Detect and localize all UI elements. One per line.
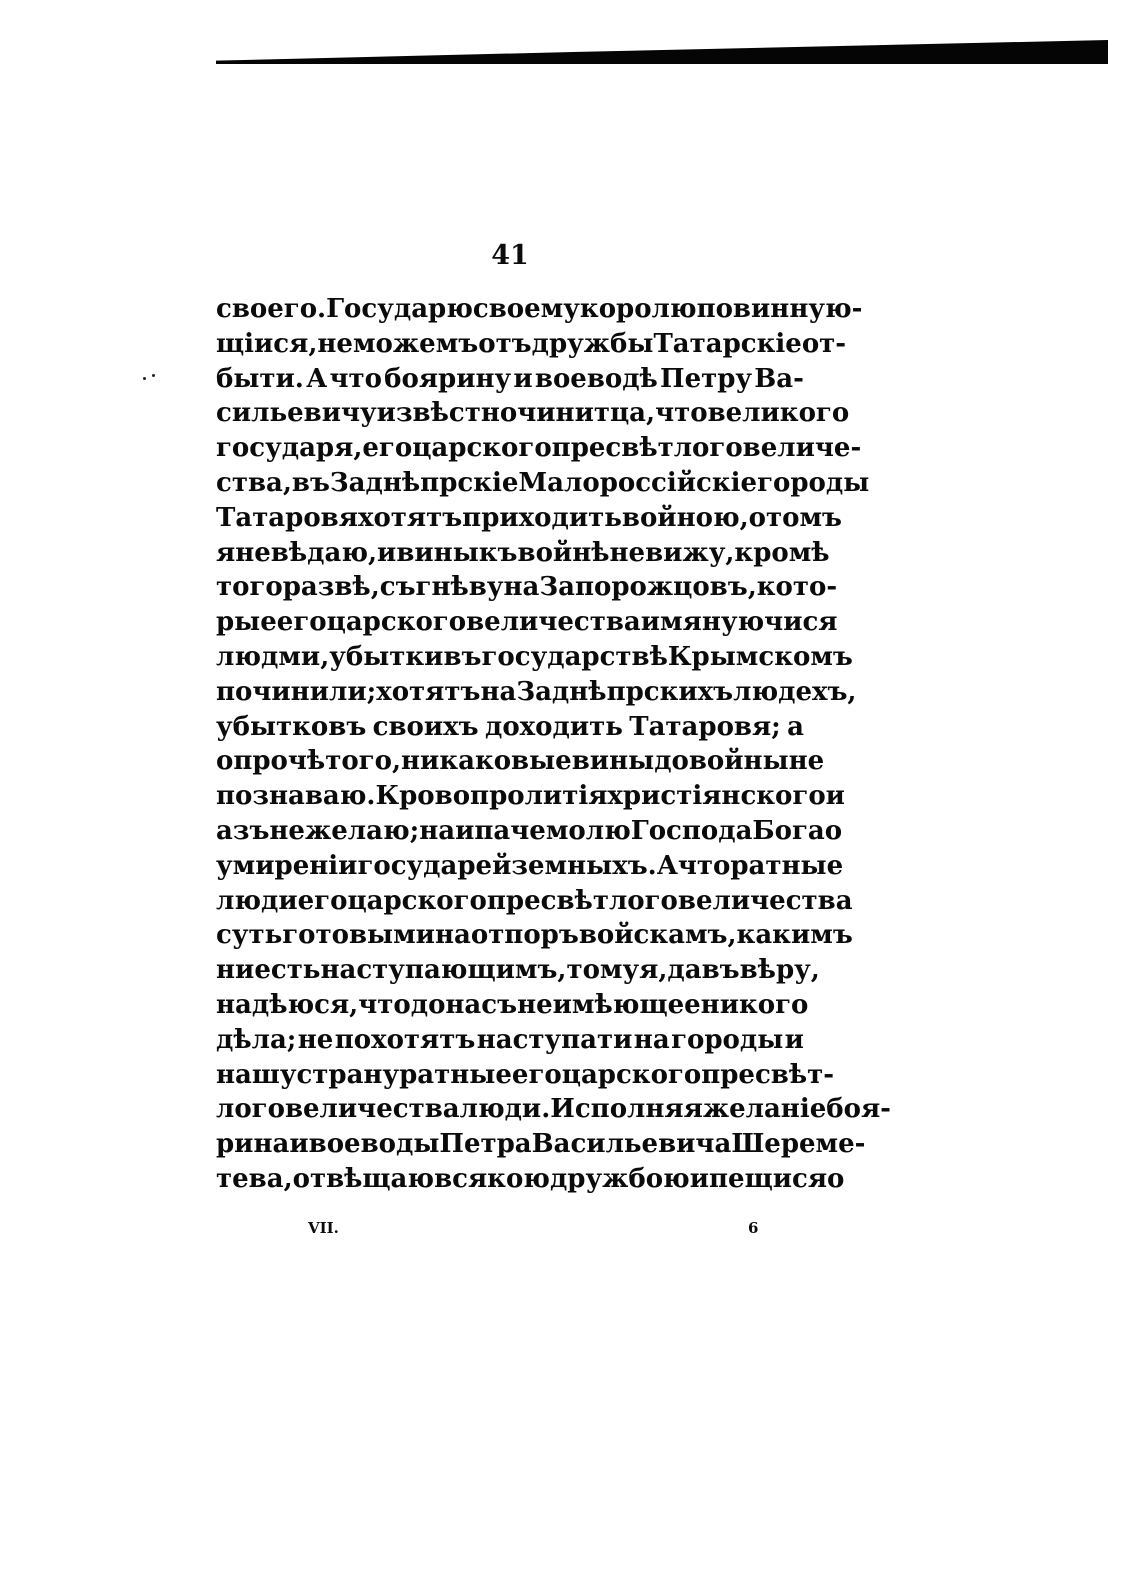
word: своего. <box>216 294 327 324</box>
word: и <box>377 537 397 568</box>
word: что <box>655 398 708 429</box>
text-line <box>216 1162 845 1197</box>
word: боярину <box>384 363 512 394</box>
word: величества <box>284 1094 460 1125</box>
word: въ <box>291 467 330 498</box>
word: войны <box>688 746 789 777</box>
word: и <box>513 363 533 394</box>
word: люди <box>216 885 298 916</box>
word: неимѣющее <box>517 989 701 1020</box>
word: до <box>654 746 689 777</box>
word: какимъ <box>736 920 853 951</box>
scan-speck <box>152 374 155 377</box>
signature-mark: VII. <box>308 1219 339 1237</box>
word: не <box>609 537 646 568</box>
word: молю <box>545 815 631 846</box>
word: не <box>269 815 305 846</box>
word: кромѣ <box>734 537 830 568</box>
word: Кровопролитія <box>375 781 608 812</box>
word: развѣ, <box>282 572 380 603</box>
word: я <box>216 537 236 568</box>
word: того, <box>325 746 401 777</box>
word: вины <box>571 746 655 777</box>
word: царского <box>347 885 487 916</box>
word: до <box>410 989 446 1020</box>
word: его <box>511 1059 562 1090</box>
word: Государю <box>326 294 473 324</box>
word: есть <box>254 955 321 986</box>
word: нашу <box>216 1059 297 1090</box>
word: государя, <box>216 433 363 464</box>
word: и <box>784 1024 804 1055</box>
word: земныхъ. <box>511 850 657 881</box>
word: войскамъ, <box>578 920 737 951</box>
word: никаковые <box>401 746 572 777</box>
word: ратные <box>730 850 844 881</box>
word: похотятъ <box>334 1024 476 1055</box>
word: дѣла; <box>216 1024 297 1055</box>
word: повинную- <box>696 294 863 324</box>
word: людехъ, <box>733 676 857 707</box>
word: и <box>825 781 845 812</box>
word: готовыми <box>282 920 435 951</box>
text-line <box>216 362 804 397</box>
text-line <box>216 431 862 466</box>
word: страну <box>296 1059 400 1090</box>
word: Васильевича <box>531 1129 732 1160</box>
text-line <box>216 536 830 571</box>
text-line <box>216 988 809 1023</box>
text-line <box>216 1058 835 1093</box>
word: его <box>362 433 413 464</box>
word: на <box>503 572 540 603</box>
word: пресвѣтлого <box>486 885 678 916</box>
word: Господа <box>630 815 753 846</box>
text-line <box>216 779 845 814</box>
word: умиреніи <box>216 850 358 881</box>
word: къ <box>478 537 518 568</box>
word: Заднѣпрскихъ <box>516 676 734 707</box>
word: вѣдаю, <box>270 537 378 568</box>
word: томъ <box>766 502 842 533</box>
word: его <box>276 607 327 638</box>
word: Татаровя <box>216 502 358 533</box>
word: от- <box>801 328 847 359</box>
word: на <box>434 920 471 951</box>
word: лого <box>216 1094 285 1125</box>
word: убытковъ <box>216 711 367 742</box>
word: государствѣ <box>481 641 668 672</box>
word: Крымскомъ <box>667 641 853 672</box>
word: о <box>748 502 767 533</box>
word: никого <box>700 989 809 1020</box>
word: наступающимъ, <box>320 955 567 986</box>
word: люди. <box>459 1094 551 1125</box>
word: не <box>235 537 271 568</box>
text-line <box>216 570 838 605</box>
word: величества <box>466 607 641 638</box>
word: хотятъ <box>376 676 481 707</box>
text-line <box>216 292 863 327</box>
text-line <box>216 501 842 536</box>
text-line <box>216 849 844 884</box>
word: Малороссійскіе <box>518 467 758 498</box>
word: что <box>677 850 731 881</box>
word: Петра <box>439 1129 532 1160</box>
text-line <box>216 327 847 362</box>
word: и <box>689 1163 710 1194</box>
word: о <box>827 1163 845 1194</box>
word: надѣюся, <box>216 989 359 1020</box>
text-line <box>216 710 804 745</box>
word: пресвѣтлого <box>551 433 743 464</box>
text-line <box>216 953 820 988</box>
word: не <box>788 746 825 777</box>
word: отпоръ <box>470 920 579 951</box>
text-line <box>216 675 857 710</box>
word: А <box>656 850 678 881</box>
word: починили; <box>216 676 377 707</box>
word: что <box>358 989 411 1020</box>
text-line <box>216 884 853 919</box>
word: азъ <box>216 815 270 846</box>
word: суть <box>216 920 283 951</box>
word: того <box>216 572 283 603</box>
word: воеводѣ <box>534 363 658 394</box>
word: Запорожцовъ, <box>539 572 757 603</box>
word: наступати <box>476 1024 633 1055</box>
word: и <box>289 1129 309 1160</box>
word: Петру <box>660 363 753 394</box>
word: городы <box>757 467 870 498</box>
word: своему <box>472 294 580 324</box>
text-line <box>216 918 853 953</box>
word: вины <box>396 537 479 568</box>
word: приходить <box>462 502 622 533</box>
word: имянуючися <box>640 607 838 638</box>
word: царского <box>412 433 552 464</box>
body-text <box>216 292 891 1197</box>
word: я, <box>639 955 668 986</box>
word: ни <box>216 955 255 986</box>
word: воеводы <box>308 1129 440 1160</box>
word: о <box>824 815 843 846</box>
word: Татарскіе <box>653 328 802 359</box>
text-line <box>216 640 853 675</box>
word: тому <box>566 955 640 986</box>
word: давъ <box>667 955 740 986</box>
word: тева, <box>216 1163 293 1194</box>
word: насъ <box>445 989 518 1020</box>
word: А <box>306 363 328 394</box>
word: что <box>329 363 382 394</box>
word: ратные <box>399 1059 512 1090</box>
scan-speck <box>143 377 146 380</box>
text-line <box>216 1127 866 1162</box>
scan-edge-shadow <box>216 40 1108 64</box>
word: познаваю. <box>216 781 376 812</box>
word: дружбою <box>549 1163 690 1194</box>
text-line <box>216 605 838 640</box>
word: желаю; <box>304 815 420 846</box>
word: великого <box>707 398 850 429</box>
word: величе- <box>742 433 862 464</box>
word: гнѣву <box>415 572 504 603</box>
word: своихъ <box>372 711 479 742</box>
text-line <box>216 744 825 779</box>
word: можемъ <box>352 328 479 359</box>
word: отъ <box>478 328 532 359</box>
word: величества <box>677 885 853 916</box>
text-line <box>216 466 870 501</box>
word: царского <box>561 1059 702 1090</box>
word: пещися <box>709 1163 828 1194</box>
word: его <box>297 885 348 916</box>
word: въ <box>443 641 482 672</box>
word: рина <box>216 1129 290 1160</box>
word: государей <box>357 850 512 881</box>
word: Заднѣпрскіе <box>329 467 519 498</box>
word: царского <box>326 607 467 638</box>
text-line <box>216 1092 891 1127</box>
text-line <box>216 396 850 431</box>
word: убытки <box>329 641 444 672</box>
word: сильевичу <box>216 398 377 429</box>
word: на <box>480 676 517 707</box>
word: доходить <box>484 711 623 742</box>
page-number: 41 <box>491 240 529 271</box>
word: не <box>317 328 353 359</box>
word: желаніе <box>702 1094 827 1125</box>
sheet-number: 6 <box>748 1219 759 1237</box>
word: отвѣщаю <box>292 1163 435 1194</box>
word: опрочѣ <box>216 746 326 777</box>
word: рые <box>216 607 277 638</box>
word: извѣстно <box>376 398 518 429</box>
word: чинитца, <box>517 398 656 429</box>
word: вѣру, <box>739 955 820 986</box>
word: людми, <box>216 641 330 672</box>
word: Шереме- <box>731 1129 866 1160</box>
word: христіянского <box>607 781 826 812</box>
word: всякою <box>434 1163 550 1194</box>
text-line <box>216 1023 804 1058</box>
word: а <box>787 711 804 742</box>
word: хотятъ <box>357 502 463 533</box>
text-line <box>216 814 843 849</box>
word: быти. <box>216 363 304 394</box>
word: наипаче <box>419 815 546 846</box>
word: на <box>633 1024 670 1055</box>
word: войною, <box>621 502 749 533</box>
word: Ва- <box>754 363 804 394</box>
word: съ <box>379 572 416 603</box>
word: Исполняя <box>550 1094 703 1125</box>
word: щіися, <box>216 328 318 359</box>
word: Бога <box>752 815 825 846</box>
word: Татаровя; <box>629 711 781 742</box>
word: войнѣ <box>517 537 610 568</box>
word: дружбы <box>531 328 654 359</box>
word: боя- <box>826 1094 891 1125</box>
word: королю <box>579 294 697 324</box>
word: городы <box>671 1024 784 1055</box>
word: пресвѣт- <box>701 1059 835 1090</box>
word: ства, <box>216 467 292 498</box>
word: вижу, <box>645 537 735 568</box>
word: кото- <box>756 572 838 603</box>
word: не <box>297 1024 334 1055</box>
